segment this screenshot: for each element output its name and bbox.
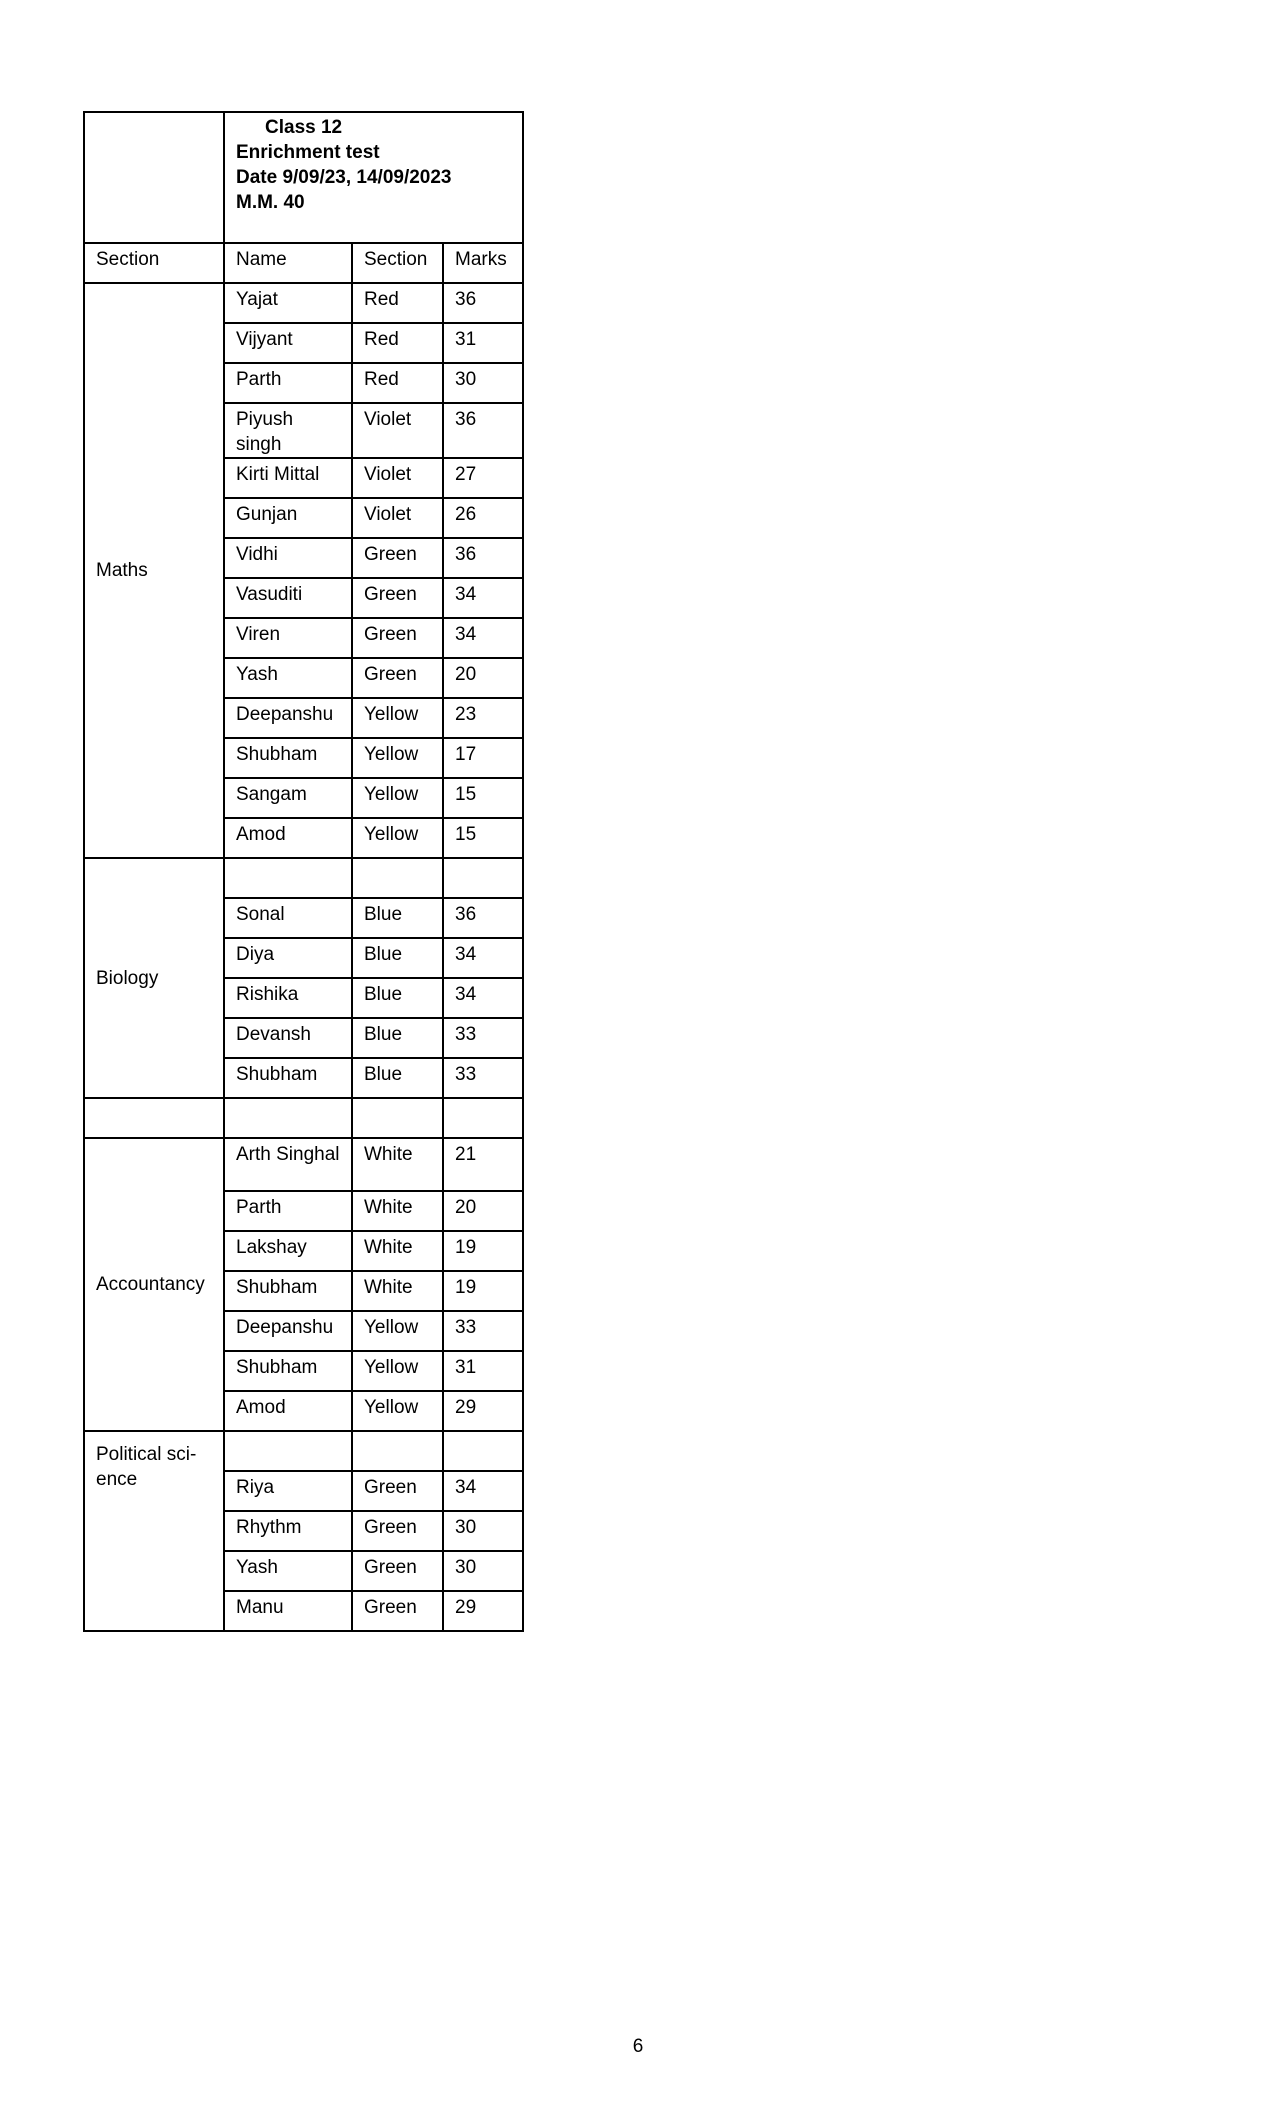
student-name: Vidhi [224, 538, 352, 578]
student-marks: 15 [443, 818, 523, 858]
student-name: Amod [224, 818, 352, 858]
student-marks: 33 [443, 1058, 523, 1098]
student-name: Shubham [224, 1058, 352, 1098]
student-marks: 29 [443, 1391, 523, 1431]
student-name: Vasuditi [224, 578, 352, 618]
student-section: Blue [352, 1058, 443, 1098]
student-marks: 19 [443, 1271, 523, 1311]
subject-cell: Biology [84, 858, 224, 1098]
student-marks: 33 [443, 1311, 523, 1351]
student-marks: 30 [443, 363, 523, 403]
student-section: Green [352, 1551, 443, 1591]
class-label: Class 12 [265, 117, 343, 138]
student-section: Yellow [352, 698, 443, 738]
student-marks: 30 [443, 1511, 523, 1551]
student-section: Green [352, 658, 443, 698]
student-marks: 34 [443, 978, 523, 1018]
column-header-marks: Marks [443, 243, 523, 283]
subject-cell: Accountancy [84, 1138, 224, 1431]
student-name: Sangam [224, 778, 352, 818]
student-section: Blue [352, 898, 443, 938]
student-section: Green [352, 538, 443, 578]
student-marks: 21 [443, 1138, 523, 1191]
student-section: Green [352, 1471, 443, 1511]
student-section: Green [352, 1591, 443, 1631]
student-marks: 33 [443, 1018, 523, 1058]
student-section: Yellow [352, 1351, 443, 1391]
student-marks: 34 [443, 618, 523, 658]
student-section: White [352, 1231, 443, 1271]
student-section [352, 858, 443, 898]
student-section: Violet [352, 458, 443, 498]
test-date: Date 9/09/23, 14/09/2023 [236, 167, 452, 188]
student-marks: 36 [443, 538, 523, 578]
student-name: Arth Singhal [224, 1138, 352, 1191]
student-section: Green [352, 1511, 443, 1551]
student-name: Deepanshu [224, 698, 352, 738]
student-section: Yellow [352, 1391, 443, 1431]
column-header-section: Section [352, 243, 443, 283]
student-section: Blue [352, 978, 443, 1018]
student-name: Manu [224, 1591, 352, 1631]
student-section: Red [352, 283, 443, 323]
student-name: Kirti Mittal [224, 458, 352, 498]
student-marks: 19 [443, 1231, 523, 1271]
student-name: Viren [224, 618, 352, 658]
student-marks: 34 [443, 578, 523, 618]
table-row [84, 1431, 523, 1471]
empty-cell [224, 1098, 352, 1138]
student-name: Diya [224, 938, 352, 978]
student-marks: 36 [443, 403, 523, 458]
student-name: Devansh [224, 1018, 352, 1058]
title-cell [224, 112, 523, 243]
student-section: Yellow [352, 818, 443, 858]
student-section: White [352, 1138, 443, 1191]
student-name [224, 858, 352, 898]
title-row [84, 112, 523, 243]
student-name: Rhythm [224, 1511, 352, 1551]
student-name: Yash [224, 1551, 352, 1591]
student-marks: 31 [443, 1351, 523, 1391]
student-name: Shubham [224, 738, 352, 778]
student-section: Violet [352, 403, 443, 458]
student-marks [443, 858, 523, 898]
student-section: Yellow [352, 778, 443, 818]
student-section: Blue [352, 1018, 443, 1058]
empty-cell [84, 1098, 224, 1138]
student-section: Yellow [352, 1311, 443, 1351]
student-section [352, 1431, 443, 1471]
student-marks: 36 [443, 283, 523, 323]
spacer-row [84, 1098, 523, 1138]
student-name: Parth [224, 1191, 352, 1231]
student-section: Red [352, 323, 443, 363]
student-section: Yellow [352, 738, 443, 778]
subject-cell: Political sci-ence [84, 1431, 224, 1631]
student-section: Green [352, 578, 443, 618]
column-header-name: Name [224, 243, 352, 283]
student-marks: 15 [443, 778, 523, 818]
student-name: Shubham [224, 1351, 352, 1391]
student-name: Lakshay [224, 1231, 352, 1271]
student-name: Shubham [224, 1271, 352, 1311]
student-name: Rishika [224, 978, 352, 1018]
student-name: Yash [224, 658, 352, 698]
student-name: Amod [224, 1391, 352, 1431]
student-name: Sonal [224, 898, 352, 938]
student-name: Vijyant [224, 323, 352, 363]
student-marks: 31 [443, 323, 523, 363]
student-name: Parth [224, 363, 352, 403]
student-name: Piyush singh [224, 403, 352, 458]
column-header-subject: Section [84, 243, 224, 283]
student-marks: 26 [443, 498, 523, 538]
student-marks: 34 [443, 1471, 523, 1511]
student-name: Yajat [224, 283, 352, 323]
student-marks: 36 [443, 898, 523, 938]
student-section: Blue [352, 938, 443, 978]
table-row [84, 1138, 523, 1191]
student-marks: 29 [443, 1591, 523, 1631]
max-marks: M.M. 40 [236, 192, 305, 213]
table-row [84, 858, 523, 898]
test-name: Enrichment test [236, 142, 380, 163]
student-marks: 34 [443, 938, 523, 978]
subject-cell: Maths [84, 283, 224, 858]
column-header-row [84, 243, 523, 283]
student-name: Deepanshu [224, 1311, 352, 1351]
student-marks: 20 [443, 1191, 523, 1231]
empty-cell [443, 1098, 523, 1138]
student-marks: 27 [443, 458, 523, 498]
student-marks: 30 [443, 1551, 523, 1591]
student-name: Gunjan [224, 498, 352, 538]
table-row [84, 283, 523, 323]
page-number: 6 [632, 2036, 644, 2057]
student-section: Green [352, 618, 443, 658]
student-section: White [352, 1271, 443, 1311]
student-section: Violet [352, 498, 443, 538]
results-table [83, 111, 524, 1632]
student-name: Riya [224, 1471, 352, 1511]
student-section: Red [352, 363, 443, 403]
student-section: White [352, 1191, 443, 1231]
student-marks: 17 [443, 738, 523, 778]
student-marks: 23 [443, 698, 523, 738]
student-name [224, 1431, 352, 1471]
title-blank-cell [84, 112, 224, 243]
empty-cell [352, 1098, 443, 1138]
student-marks: 20 [443, 658, 523, 698]
student-marks [443, 1431, 523, 1471]
